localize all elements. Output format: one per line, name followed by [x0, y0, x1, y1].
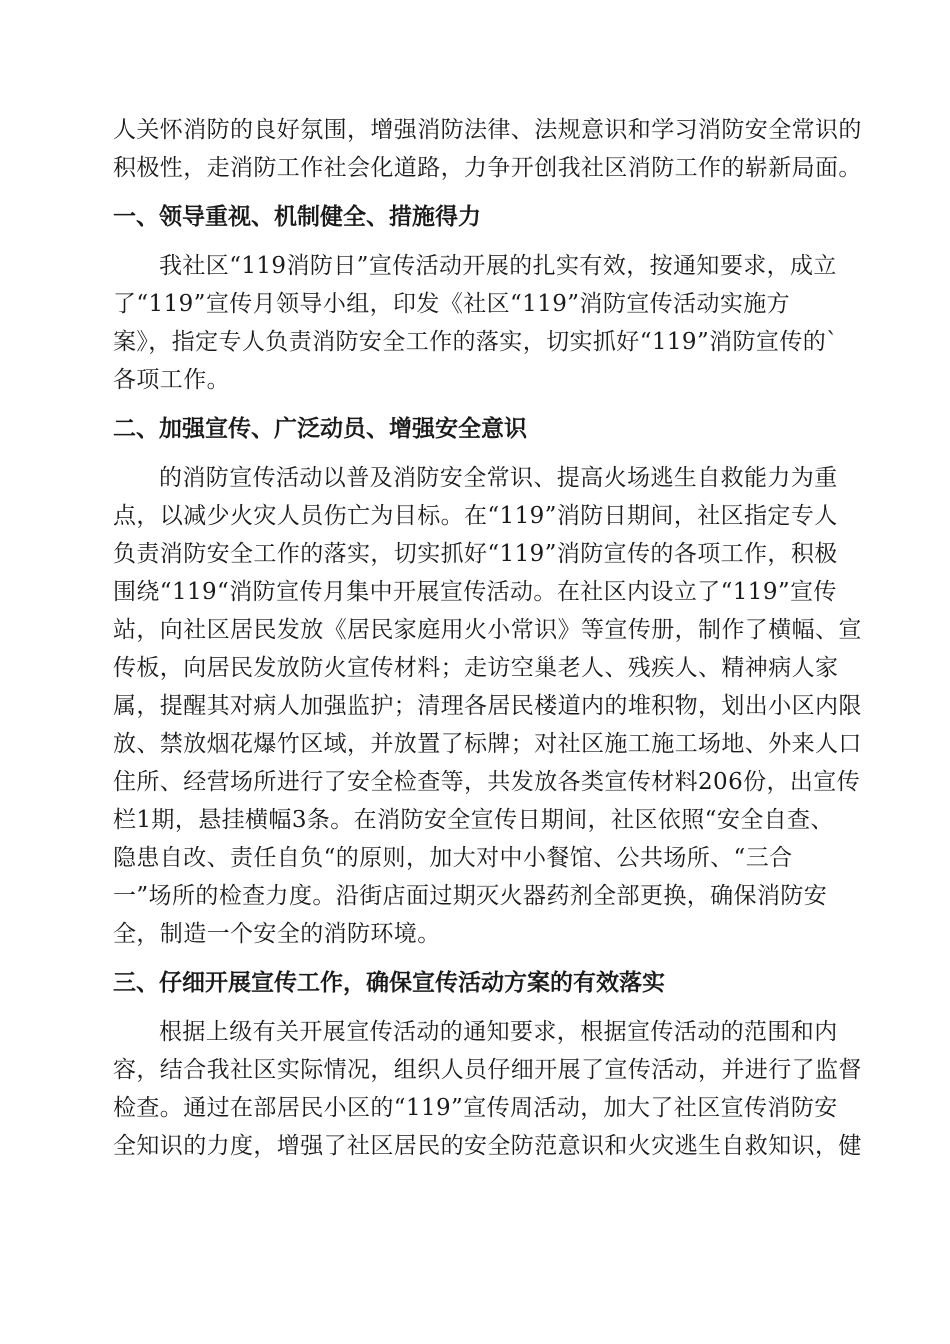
- text-line: 人关怀消防的良好氛围，增强消防法律、法规意识和学习消防安全常识的: [113, 117, 862, 143]
- text-line: 点，以减少火灾人员伤亡为目标。在“119”消防日期间，社区指定专人: [113, 503, 838, 529]
- text-line: 站，向社区居民发放《居民家庭用火小常识》等宣传册，制作了横幅、宣: [113, 617, 862, 643]
- text-line: 栏1期，悬挂横幅3条。在消防安全宣传日期间，社区依照“安全自查、: [113, 807, 834, 833]
- text-line: 案》，指定专人负责消防安全工作的落实，切实抓好“119”消防宣传的`: [113, 329, 839, 355]
- text-line: 检查。通过在部居民小区的“119”宣传周活动，加大了社区宣传消防安: [113, 1095, 838, 1121]
- text-line: 各项工作。: [113, 367, 230, 393]
- text-line: 了“119”宣传月领导小组，印发《社区“119”消防宣传活动实施方: [113, 291, 791, 317]
- text-line: 隐患自改、责任自负“的原则，加大对中小餐馆、公共场所、“三合: [113, 845, 793, 871]
- section2-heading: 二、加强宣传、广泛动员、增强安全意识: [113, 415, 527, 442]
- text-line: 住所、经营场所进行了安全检查等，共发放各类宣传材料206份，出宣传: [113, 769, 861, 795]
- text-line: 围绕“119“消防宣传月集中开展宣传活动。在社区内设立了“119”宣传: [113, 579, 837, 605]
- section3-heading: 三、仔细开展宣传工作，确保宣传活动方案的有效落实: [113, 969, 665, 996]
- text-line: 属，提醒其对病人加强监护；清理各居民楼道内的堆积物，划出小区内限: [113, 693, 862, 719]
- text-line: 传板，向居民发放防火宣传材料；走访空巢老人、残疾人、精神病人家: [113, 655, 839, 681]
- text-line: 根据上级有关开展宣传活动的通知要求，根据宣传活动的范围和内: [159, 1019, 838, 1045]
- text-line: 全知识的力度，增强了社区居民的安全防范意识和火灾逃生自救知识，健: [113, 1133, 862, 1159]
- text-line: 积极性，走消防工作社会化道路，力争开创我社区消防工作的崭新局面。: [113, 155, 862, 181]
- text-line: 全，制造一个安全的消防环境。: [113, 921, 441, 947]
- section1-heading: 一、领导重视、机制健全、措施得力: [113, 203, 481, 230]
- text-line: 我社区“119消防日”宣传活动开展的扎实有效，按通知要求，成立: [159, 253, 837, 279]
- text-line: 的消防宣传活动以普及消防安全常识、提高火场逃生自救能力为重: [159, 465, 838, 491]
- text-line: 放、禁放烟花爆竹区域，并放置了标牌；对社区施工施工场地、外来人口: [113, 731, 862, 757]
- section3-paragraph: [113, 1013, 862, 1165]
- text-line: 一”场所的检查力度。沿街店面过期灭火器药剂全部更换，确保消防安: [113, 883, 828, 909]
- text-line: 容，结合我社区实际情况，组织人员仔细开展了宣传活动，并进行了监督: [113, 1057, 862, 1083]
- section1-paragraph: [113, 247, 839, 399]
- text-line: 负责消防安全工作的落实，切实抓好“119”消防宣传的各项工作，积极: [113, 541, 838, 567]
- document-page: [113, 111, 862, 1165]
- intro-paragraph: [113, 111, 862, 187]
- section2-paragraph: [113, 459, 862, 953]
